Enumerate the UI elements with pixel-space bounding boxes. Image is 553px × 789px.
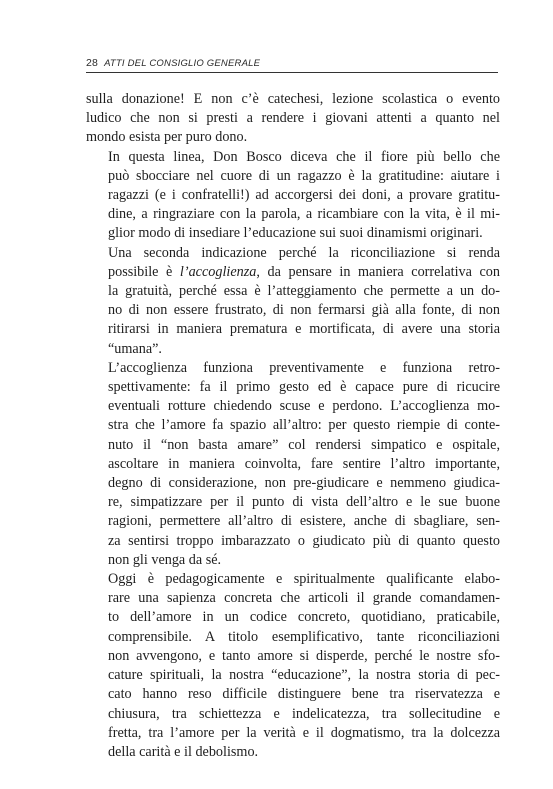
text-line: glior modo di insediare l’educazione sui suoi dinamismi originari. bbox=[108, 225, 483, 242]
text-line: spettivamente: fa il primo gesto ed è capace pure di ricucire bbox=[108, 379, 500, 396]
paragraph bbox=[86, 90, 500, 148]
running-header bbox=[86, 57, 496, 73]
text-line: ascoltare in maniera coinvolta, fare sentire l’altro importante, bbox=[108, 455, 500, 472]
text-line: non avvengono, e tanto amore si disperde, perché le nostre sfo- bbox=[108, 647, 500, 664]
text-line: ragioni, permettere all’altro di esistere, anche di sbagliare, sen- bbox=[108, 513, 500, 530]
text-line: stra che l’amore fa spazio all’altro: per questo riempie di conte- bbox=[108, 417, 500, 434]
text-line: Una seconda indicazione perché la riconciliazione si renda bbox=[108, 244, 500, 261]
text-line: cato hanno reso difficile distinguere bene tra riservatezza e bbox=[108, 686, 500, 703]
text-line: ritirarsi in maniera prematura e mortificata, di avere una storia bbox=[108, 321, 500, 338]
text-line: mondo esista per puro dono. bbox=[86, 129, 248, 146]
text-line: può sbocciare nel cuore di un ragazzo è la gratitudine: aiutare i bbox=[108, 167, 500, 184]
text-line: fretta, tra l’amore per la verità e il dogmatismo, tra la dolcezza bbox=[108, 724, 500, 741]
text-line: eventuali rotture chiedendo scuse e perdono. L’accoglienza mo- bbox=[108, 398, 500, 415]
text-line: za sentirsi troppo imbarazzato o giudicato più di quanto questo bbox=[108, 532, 500, 549]
paragraph bbox=[86, 359, 500, 570]
text-line: to dell’amore in un codice concreto, quotidiano, praticabile, bbox=[108, 609, 500, 626]
text-line: non gli venga da sé. bbox=[108, 551, 222, 568]
text-line: nuto il “non basta amare” col rendersi simpatico e ospitale, bbox=[108, 436, 500, 453]
text-line: chiusura, tra schiettezza e indelicatezza, tra sollecitudine e bbox=[108, 705, 500, 722]
header-rule bbox=[86, 72, 498, 73]
paragraph bbox=[86, 570, 500, 762]
text-line: sulla donazione! E non c’è catechesi, lezione scolastica o evento bbox=[86, 91, 500, 107]
paragraph bbox=[86, 148, 500, 244]
text-line: degno di considerazione, non pre-giudicare e nemmeno giudica- bbox=[108, 475, 500, 492]
text-line: della carità e il debolismo. bbox=[108, 743, 259, 760]
text-line: dine, a ringraziare con la parola, a ricambiare con la vita, è il mi- bbox=[108, 206, 500, 223]
body-text bbox=[86, 90, 500, 762]
text-line: la gratuità, perché essa è l’atteggiamento che permette a un do- bbox=[108, 283, 500, 300]
text-line: re, simpatizzare per il punto di vista dell’altro e le sue buone bbox=[108, 494, 500, 511]
text-line: possibile è l’accoglienza, da pensare in maniera correlativa con bbox=[108, 263, 500, 280]
text-line: L’accoglienza funziona preventivamente e funziona retro- bbox=[108, 359, 500, 376]
text-line: Oggi è pedagogicamente e spiritualmente qualificante elabo- bbox=[108, 571, 500, 588]
paragraph bbox=[86, 244, 500, 359]
text-line: no di non essere frustrato, di non fermarsi già alla fonte, di non bbox=[108, 302, 500, 319]
text-line: ragazzi (e i confratelli!) ad accorgersi dei doni, a provare gratitu- bbox=[108, 187, 500, 204]
text-line: rare una sapienza concreta che articoli il grande comandamen- bbox=[108, 590, 500, 607]
text-line: ludico che non si presti a rendere i giovani attenti a quanto nel bbox=[86, 110, 500, 127]
text-line: cature spirituali, la nostra “educazione”, la nostra storia di pec- bbox=[108, 667, 500, 684]
text-line: “umana”. bbox=[108, 340, 162, 357]
text-line: In questa linea, Don Bosco diceva che il fiore più bello che bbox=[108, 148, 500, 165]
page-number: 28 bbox=[86, 57, 99, 69]
running-title: ATTI DEL CONSIGLIO GENERALE bbox=[104, 58, 261, 69]
text-line: comprensibile. A titolo esemplificativo, tante riconciliazioni bbox=[108, 628, 500, 645]
